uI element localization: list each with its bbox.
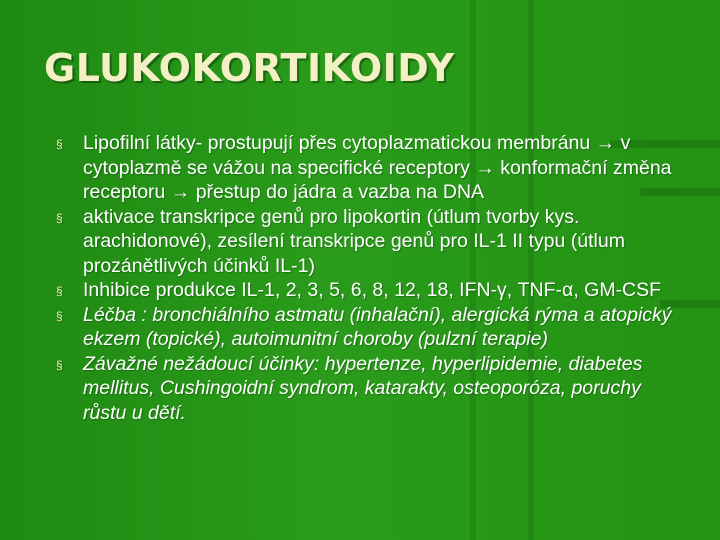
bullet-text: Lipofilní látky- prostupují přes cytoplazmatickou membránu → v cytoplazmě se vážou na specifické receptory → konformační změna receptoru → přestup do jádra a vazba na DNA bbox=[83, 132, 672, 203]
bullet-item bbox=[56, 303, 686, 352]
bullet-text: Léčba : bronchiálního astmatu (inhalační), alergická rýma a atopický ekzem (topické), autoimunitní choroby (pulzní terapie) bbox=[83, 303, 672, 350]
square-bullet-icon: § bbox=[56, 137, 63, 151]
bullet-item bbox=[56, 278, 686, 303]
square-bullet-icon: § bbox=[56, 308, 63, 323]
bullet-item bbox=[56, 352, 686, 426]
bullet-text: Inhibice produkce IL-1, 2, 3, 5, 6, 8, 12, 18, IFN-γ, TNF-α, GM-CSF bbox=[83, 279, 662, 301]
square-bullet-icon: § bbox=[56, 284, 63, 298]
bullet-item bbox=[56, 205, 686, 279]
bullet-item bbox=[56, 131, 686, 205]
slide-title: GLUKOKORTIKOIDY bbox=[44, 46, 455, 90]
square-bullet-icon: § bbox=[56, 210, 63, 225]
bullet-text: aktivace transkripce genů pro lipokortin (útlum tvorby kys. arachidonové), zesílení transkripce genů pro IL-1 II typu (útlum prozánětlivých účinků IL-1) bbox=[83, 205, 625, 277]
bullet-text: Závažné nežádoucí účinky: hypertenze, hyperlipidemie, diabetes mellitus, Cushingoidní syndrom, katarakty, osteoporóza, poruchy růstu u dětí. bbox=[83, 352, 643, 424]
bullet-list bbox=[56, 131, 686, 425]
square-bullet-icon: § bbox=[56, 357, 63, 372]
